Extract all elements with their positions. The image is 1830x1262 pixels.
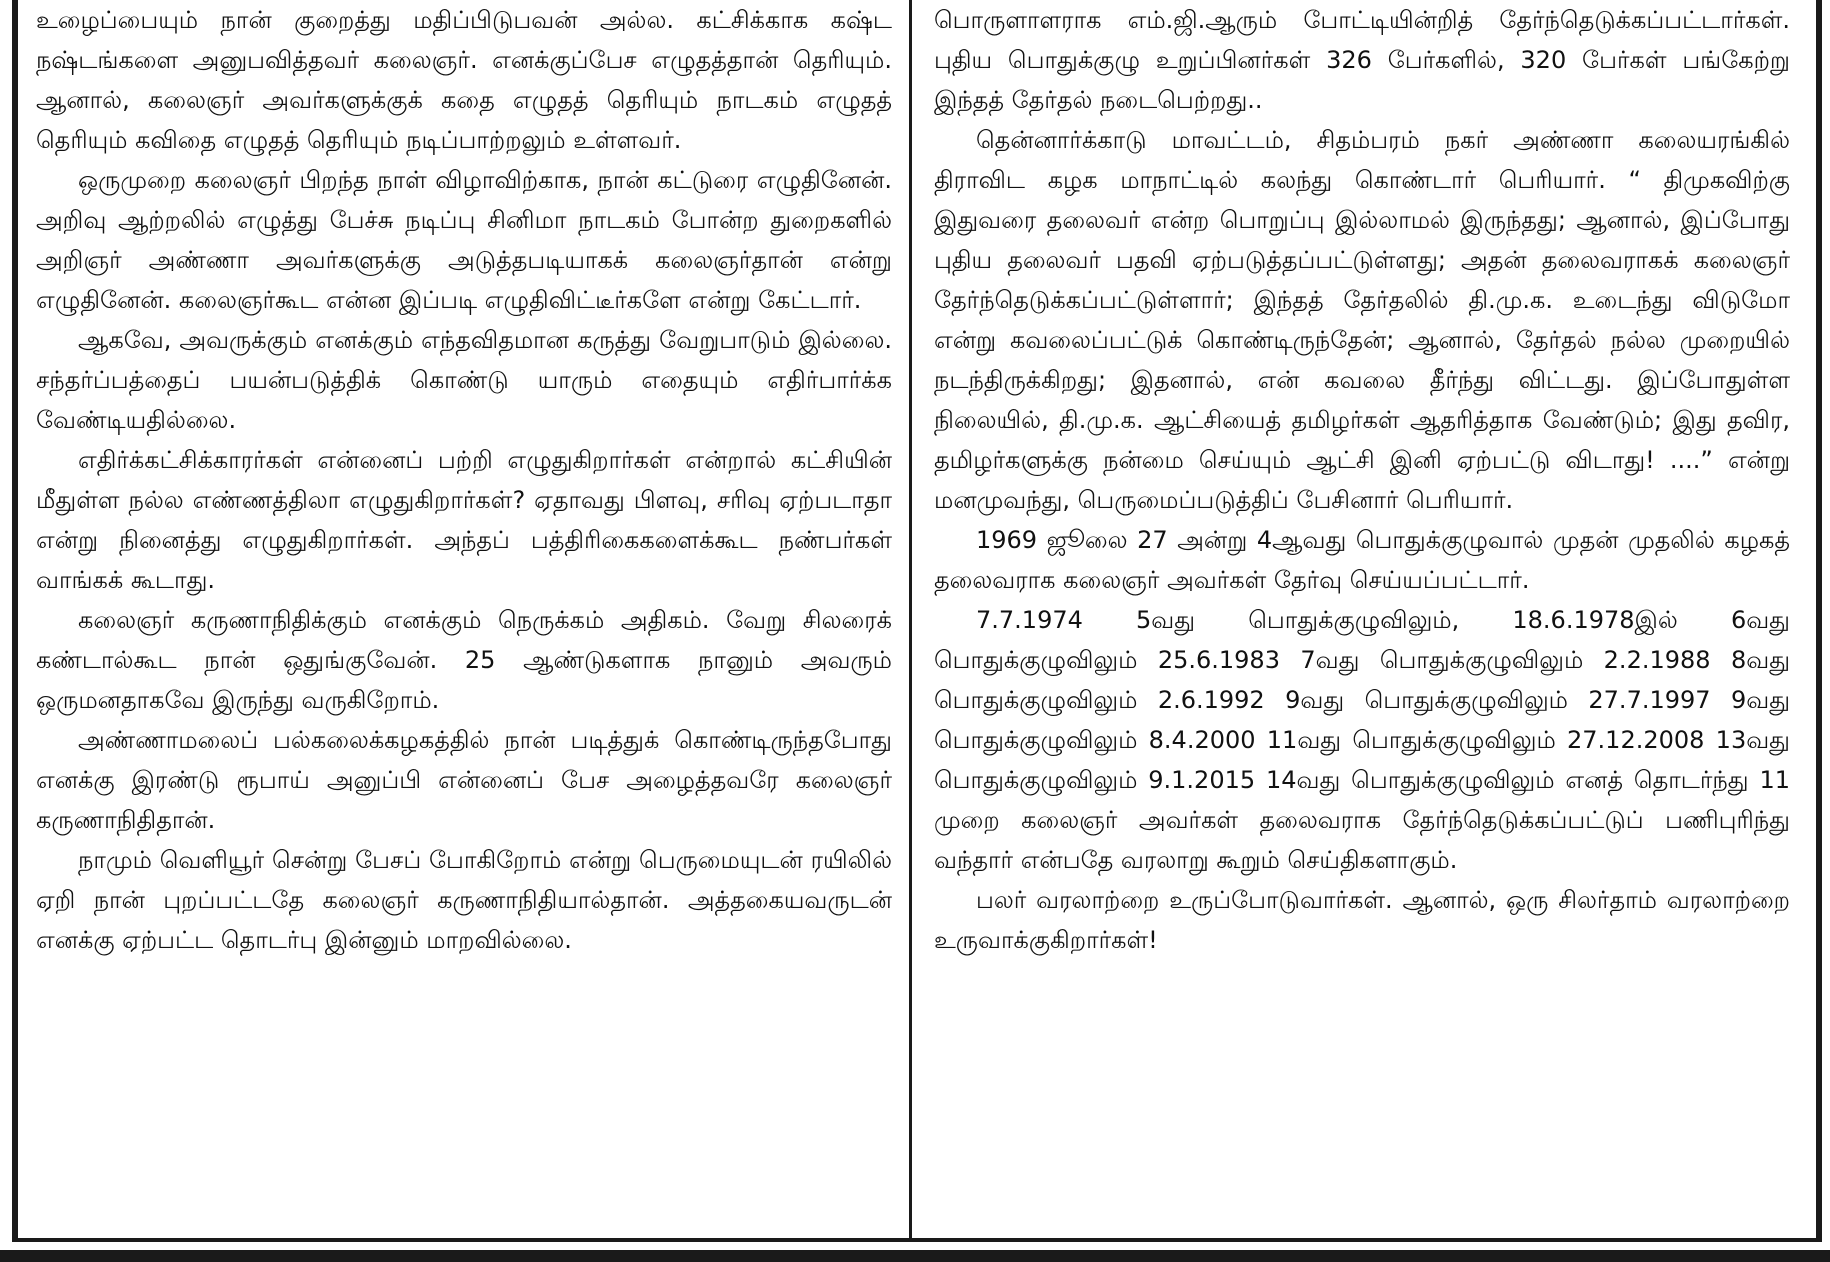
paragraph: ஆகவே, அவருக்கும் எனக்கும் எந்தவிதமான கருத்து வேறுபாடும் இல்லை. சந்தர்ப்பத்தைப் பயன்படுத்திக் கொண்டு யாரும் எதையும் எதிர்பார்க்க வேண்டியதில்லை. — [36, 326, 892, 434]
paragraph: அண்ணாமலைப் பல்கலைக்கழகத்தில் நான் படித்துக் கொண்டிருந்தபோது எனக்கு இரண்டு ரூபாய் அனுப்பி என்னைப் பேச அழைத்தவரே கலைஞர் கருணாநிதிதான். — [36, 726, 892, 834]
bottom-border-thick-rule — [0, 1250, 1830, 1262]
left-text-column — [36, 0, 892, 1220]
paragraph: பலர் வரலாற்றை உருப்போடுவார்கள். ஆனால், ஒரு சிலர்தாம் வரலாற்றை உருவாக்குகிறார்கள்! — [934, 886, 1790, 954]
paragraph: 1969 ஜூலை 27 அன்று 4ஆவது பொதுக்குழுவால் முதன் முதலில் கழகத் தலைவராக கலைஞர் அவர்கள் தேர்வு செய்யப்பட்டார். — [934, 526, 1790, 594]
paragraph: ஒருமுறை கலைஞர் பிறந்த நாள் விழாவிற்காக, நான் கட்டுரை எழுதினேன். அறிவு ஆற்றலில் எழுத்து பேச்சு நடிப்பு சினிமா நாடகம் போன்ற துறைகளில் அறிஞர் அண்ணா அவர்களுக்கு அடுத்தபடியாகக் கலைஞர்தான் என்று எழுதினேன். கலைஞர்கூட என்ன இப்படி எழுதிவிட்டீர்களே என்று கேட்டார். — [36, 166, 892, 314]
left-border-rule — [12, 0, 18, 1240]
paragraph: கலைஞர் கருணாநிதிக்கும் எனக்கும் நெருக்கம் அதிகம். வேறு சிலரைக் கண்டால்கூட நான் ஒதுங்குவேன். 25 ஆண்டுகளாக நானும் அவரும் ஒருமனதாகவே இருந்து வருகிறோம். — [36, 606, 892, 714]
paragraph: நாமும் வெளியூர் சென்று பேசப் போகிறோம் என்று பெருமையுடன் ரயிலில் ஏறி நான் புறப்பட்டதே கலைஞர் கருணாநிதியால்தான். அத்தகையவருடன் எனக்கு ஏற்பட்ட தொடர்பு இன்னும் மாறவில்லை. — [36, 846, 892, 954]
right-text-column — [934, 0, 1790, 1220]
paragraph: உழைப்பையும் நான் குறைத்து மதிப்பிடுபவன் அல்ல. கட்சிக்காக கஷ்ட நஷ்டங்களை அனுபவித்தவர் கலைஞர். எனக்குப்பேச எழுதத்தான் தெரியும். ஆனால், கலைஞர் அவர்களுக்குக் கதை எழுதத் தெரியும் நாடகம் எழுதத் தெரியும் கவிதை எழுதத் தெரியும் நடிப்பாற்றலும் உள்ளவர். — [36, 6, 892, 154]
bottom-border-thin-rule — [12, 1238, 1822, 1242]
column-divider — [909, 0, 912, 1240]
paragraph: 7.7.1974 5வது பொதுக்குழுவிலும், 18.6.1978இல் 6வது பொதுக்குழுவிலும் 25.6.1983 7வது பொதுக்குழுவிலும் 2.2.1988 8வது பொதுக்குழுவிலும் 2.6.1992 9வது பொதுக்குழுவிலும் 27.7.1997 9வது பொதுக்குழுவிலும் 8.4.2000 11வது பொதுக்குழுவிலும் 27.12.2008 13வது பொதுக்குழுவிலும் 9.1.2015 14வது பொதுக்குழுவிலும் எனத் தொடர்ந்து 11 முறை கலைஞர் அவர்கள் தலைவராக தேர்ந்தெடுக்கப்பட்டுப் பணிபுரிந்து வந்தார் என்பதே வரலாறு கூறும் செய்திகளாகும். — [934, 606, 1790, 874]
right-border-rule — [1816, 0, 1822, 1240]
paragraph: எதிர்க்கட்சிக்காரர்கள் என்னைப் பற்றி எழுதுகிறார்கள் என்றால் கட்சியின் மீதுள்ள நல்ல எண்ணத்திலா எழுதுகிறார்கள்? ஏதாவது பிளவு, சரிவு ஏற்படாதா என்று நினைத்து எழுதுகிறார்கள். அந்தப் பத்திரிகைகளைக்கூட நண்பர்கள் வாங்கக் கூடாது. — [36, 446, 892, 594]
paragraph: தென்னார்க்காடு மாவட்டம், சிதம்பரம் நகர் அண்ணா கலையரங்கில் திராவிட கழக மாநாட்டில் கலந்து கொண்டார் பெரியார். “ திமுகவிற்கு இதுவரை தலைவர் என்ற பொறுப்பு இல்லாமல் இருந்தது; ஆனால், இப்போது புதிய தலைவர் பதவி ஏற்படுத்தப்பட்டுள்ளது; அதன் தலைவராகக் கலைஞர் தேர்ந்தெடுக்கப்பட்டுள்ளார்; இந்தத் தேர்தலில் தி.மு.க. உடைந்து விடுமோ என்று கவலைப்பட்டுக் கொண்டிருந்தேன்; ஆனால், தேர்தல் நல்ல முறையில் நடந்திருக்கிறது; இதனால், என் கவலை தீர்ந்து விட்டது. இப்போதுள்ள நிலையில், தி.மு.க. ஆட்சியைத் தமிழர்கள் ஆதரித்தாக வேண்டும்; இது தவிர, தமிழர்களுக்கு நன்மை செய்யும் ஆட்சி இனி ஏற்பட்டு விடாது! ....” என்று மனமுவந்து, பெருமைப்படுத்திப் பேசினார் பெரியார். — [934, 126, 1790, 514]
paragraph: பொருளாளராக எம்.ஜி.ஆரும் போட்டியின்றித் தேர்ந்தெடுக்கப்பட்டார்கள். புதிய பொதுக்குழு உறுப்பினர்கள் 326 பேர்களில், 320 பேர்கள் பங்கேற்று இந்தத் தேர்தல் நடைபெற்றது.. — [934, 6, 1790, 114]
